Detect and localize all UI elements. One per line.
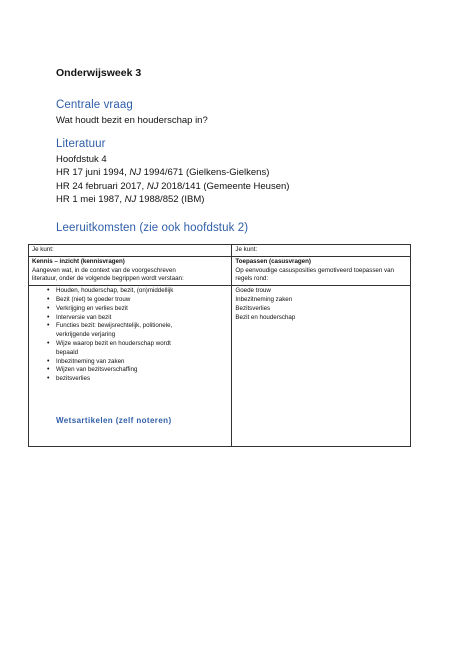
column-intro: literatuur, onder de volgende begrippen wordt verstaan: [32,275,184,283]
column-intro: Aangeven wat, in de context van de voorgeschreven [32,266,176,274]
column-title: Kennis – inzicht (kennisvragen) [32,257,125,265]
literatuur-line: HR 17 juni 1994, NJ 1994/671 (Gielkens-Gielkens) [56,167,270,179]
table-cell [29,256,232,285]
list-item: • Inbezitneming van zaken [47,358,228,367]
list-item: Bezitsverlies [235,304,271,312]
list-item: • Interversie van bezit [47,314,228,323]
list-item: • Functies bezit: bewijsrechtelijk, politionele, verkrijgende verjaring [47,322,228,340]
list-item: Bezit en houderschap [235,313,296,321]
list-item: Inbezitneming zaken [235,295,293,303]
table-cell [232,256,411,285]
list-item: • Wijzen van bezitsverschaffing [47,366,228,375]
literatuur-heading: Literatuur [56,138,106,150]
table-cell: Je kunt: [232,245,411,257]
literatuur-line: HR 1 mei 1987, NJ 1988/852 (IBM) [56,194,205,206]
literatuur-line: Hoofdstuk 4 [56,154,107,165]
table-row [29,256,411,285]
kennis-list [32,287,228,384]
centrale-vraag-text: Wat houdt bezit en houderschap in? [56,115,208,126]
list-item: Goede trouw [235,287,271,295]
toepassen-list [235,287,407,322]
table-row [29,245,411,257]
literatuur-line: HR 24 februari 2017, NJ 2018/141 (Gemeente Heusen) [56,180,290,192]
column-intro: Op eenvoudige casusposities gemotiveerd toepassen van [235,266,394,274]
list-item: • Bezit (niet) te goeder trouw [47,296,228,305]
week-title: Onderwijsweek 3 [56,67,142,79]
centrale-vraag-heading: Centrale vraag [56,99,133,111]
list-item: • Verkrijging en verlies bezit [47,305,228,314]
list-item: • bezitsverlies [47,375,228,384]
wetsartikelen-heading: Wetsartikelen (zelf noteren) [56,416,172,425]
table-cell [232,286,411,447]
list-item: • Houden, houderschap, bezit, (on)middellijk [47,287,228,296]
literatuur-list [56,153,289,207]
column-intro: regels rond: [235,275,269,283]
list-item: • Wijze waarop bezit en houderschap wordt bepaald [47,340,228,358]
leeruitkomsten-heading: Leeruitkomsten (zie ook hoofdstuk 2) [56,222,249,234]
column-title: Toepassen (casusvragen) [235,257,311,265]
table-cell: Je kunt: [29,245,232,257]
